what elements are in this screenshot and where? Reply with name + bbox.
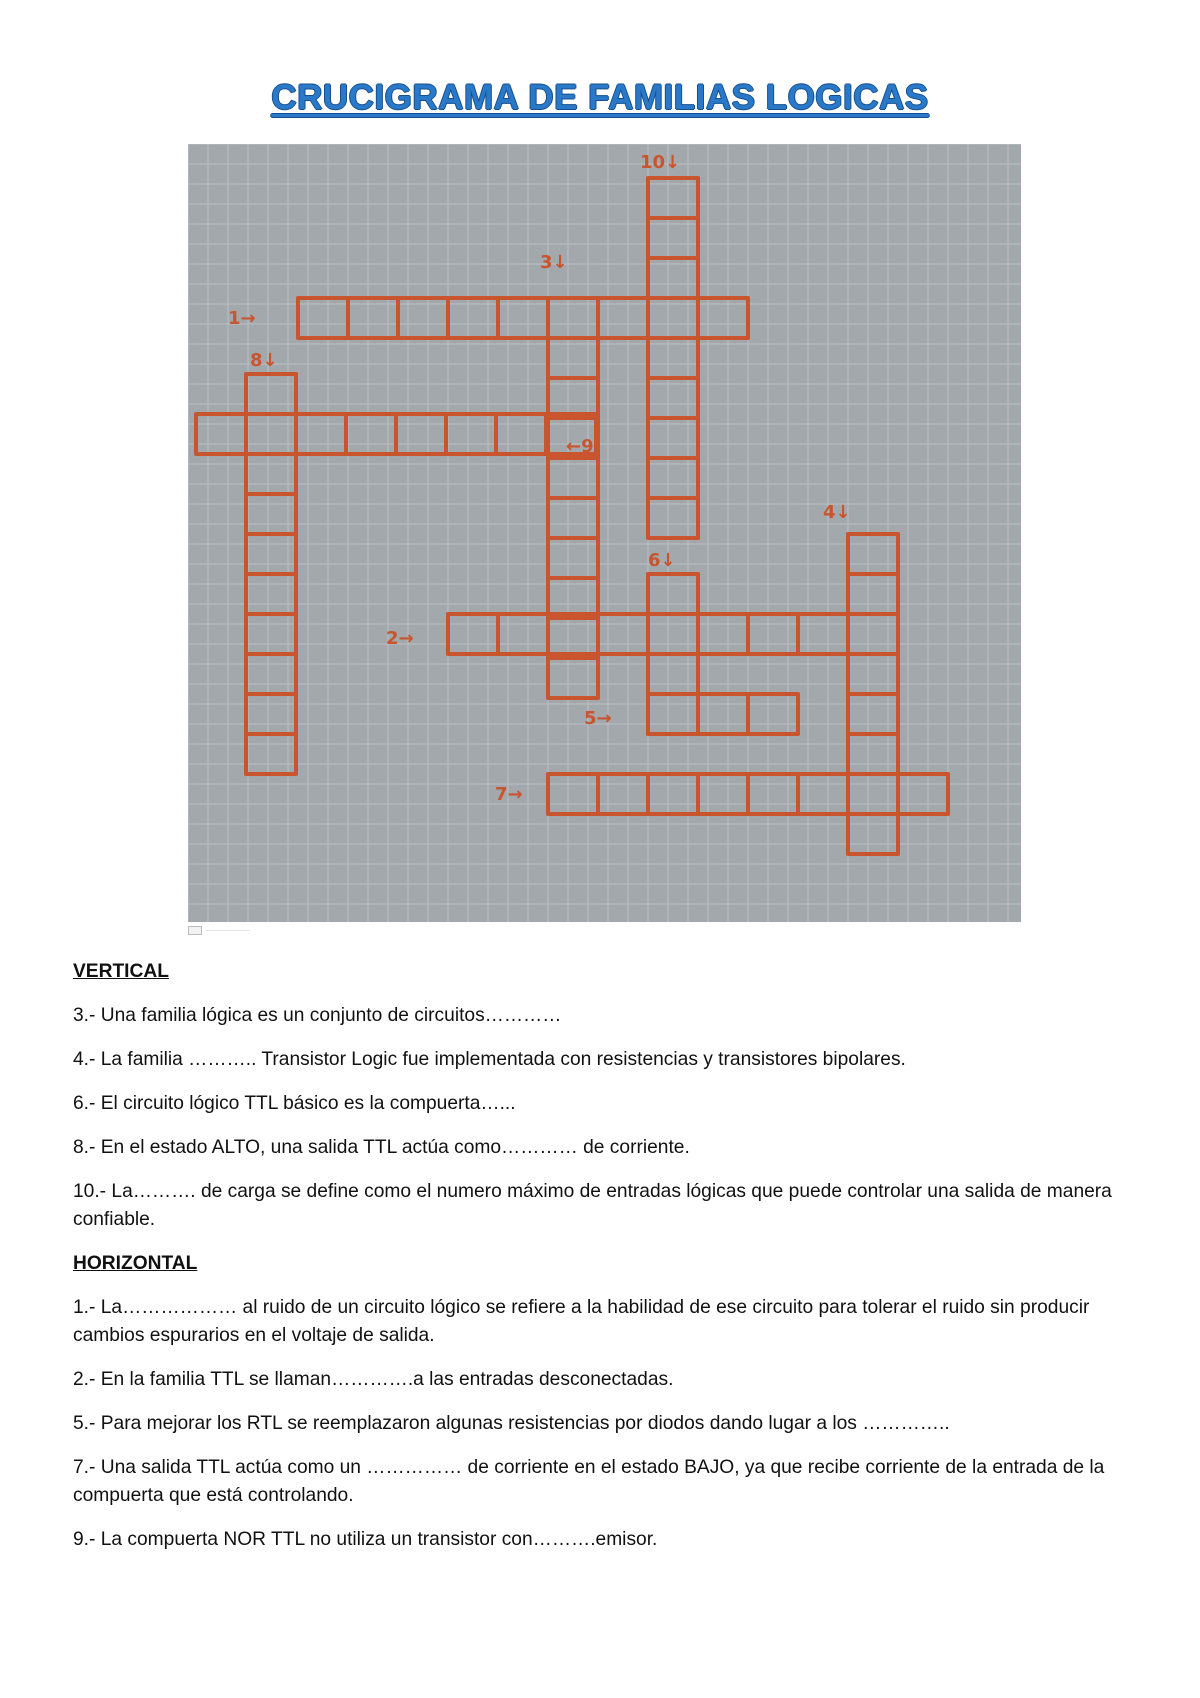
clue-horizontal-2: 2.- En la familia TTL se llaman………….a las entradas desconectadas. (73, 1369, 674, 1390)
crossword-cell (648, 694, 698, 734)
word-2-across (448, 614, 898, 654)
arrow-label: 5→ (584, 708, 612, 729)
word-3-down (548, 298, 598, 698)
arrow-label: ←9 (566, 436, 594, 457)
clues-section (73, 958, 1133, 1570)
crossword-cell (848, 694, 898, 734)
vertical-heading: VERTICAL (73, 961, 169, 982)
clue-vertical-6: 6.- El circuito lógico TTL básico es la compuerta…... (73, 1093, 516, 1114)
crossword-cell (698, 614, 748, 654)
crossword-cell (648, 654, 698, 694)
crossword-cell (196, 414, 246, 454)
crossword-cell (848, 654, 898, 694)
arrow-label: 8↓ (250, 350, 278, 371)
crossword-cell (648, 694, 698, 734)
arrow-label: 3↓ (540, 252, 568, 273)
crossword-cell (848, 814, 898, 854)
crossword-cell (748, 774, 798, 814)
image-caption-icon (188, 926, 250, 935)
horizontal-heading: HORIZONTAL (73, 1253, 198, 1274)
crossword-cell (648, 614, 698, 654)
crossword-cell (848, 614, 898, 654)
crossword-cell (848, 774, 898, 814)
crossword-cell (598, 774, 648, 814)
clue-horizontal-9: 9.- La compuerta NOR TTL no utiliza un transistor con……….emisor. (73, 1529, 658, 1550)
arrow-label: 6↓ (648, 550, 676, 571)
arrow-label: 4↓ (823, 502, 851, 523)
crossword-cell (848, 734, 898, 774)
crossword-grid (188, 144, 1021, 922)
crossword-cell (448, 614, 498, 654)
crossword-cell (496, 414, 546, 454)
crossword-cell (598, 614, 648, 654)
arrow-label: 10↓ (640, 152, 681, 173)
crossword-cell (648, 614, 698, 654)
crossword-cell (748, 614, 798, 654)
clue-horizontal-1: 1.- La……………… al ruido de un circuito lógico se refiere a la habilidad de ese circuito para tolerar el ruido sin producir cambios espurarios en el voltaje de salida. (73, 1297, 1090, 1346)
word-4-down (848, 534, 898, 854)
crossword-cell (798, 774, 848, 814)
clue-vertical-4: 4.- La familia ……….. Transistor Logic fue implementada con resistencias y transistores bipolares. (73, 1049, 906, 1070)
crossword-cell (548, 774, 598, 814)
crossword-cell (698, 694, 748, 734)
crossword-cell (798, 614, 848, 654)
crossword-cell (848, 614, 898, 654)
arrow-label: 7→ (495, 784, 523, 805)
crossword-cell (848, 534, 898, 574)
crossword-cell (898, 774, 948, 814)
clue-horizontal-7: 7.- Una salida TTL actúa como un …………… de corriente en el estado BAJO, ya que recibe corriente de la entrada de la compuerta que está controlando. (73, 1457, 1105, 1506)
crossword-cell (848, 574, 898, 614)
clue-arrow-labels (228, 152, 851, 805)
page-title: CRUCIGRAMA DE FAMILIAS LOGICAS (271, 78, 929, 117)
crossword-cell (848, 774, 898, 814)
clue-vertical-3: 3.- Una familia lógica es un conjunto de circuitos………… (73, 1005, 562, 1026)
crossword-cell (296, 414, 346, 454)
crossword-cell (698, 774, 748, 814)
arrow-label: 2→ (386, 628, 414, 649)
crossword-photo (188, 144, 1021, 922)
clue-vertical-10: 10.- La………. de carga se define como el numero máximo de entradas lógicas que puede controlar una salida de manera confiable. (73, 1181, 1112, 1230)
clue-vertical-8: 8.- En el estado ALTO, una salida TTL actúa como………… de corriente. (73, 1137, 690, 1158)
arrow-label: 1→ (228, 308, 256, 329)
crossword-cell (648, 574, 698, 614)
crossword-cell (396, 414, 446, 454)
word-5-across (648, 694, 798, 734)
crossword-cell (498, 614, 548, 654)
word-9-across (196, 414, 596, 454)
crossword-cell (648, 774, 698, 814)
clue-horizontal-5: 5.- Para mejorar los RTL se reemplazaron algunas resistencias por diodos dando lugar a los ………….. (73, 1413, 950, 1434)
crossword-cell (748, 694, 798, 734)
